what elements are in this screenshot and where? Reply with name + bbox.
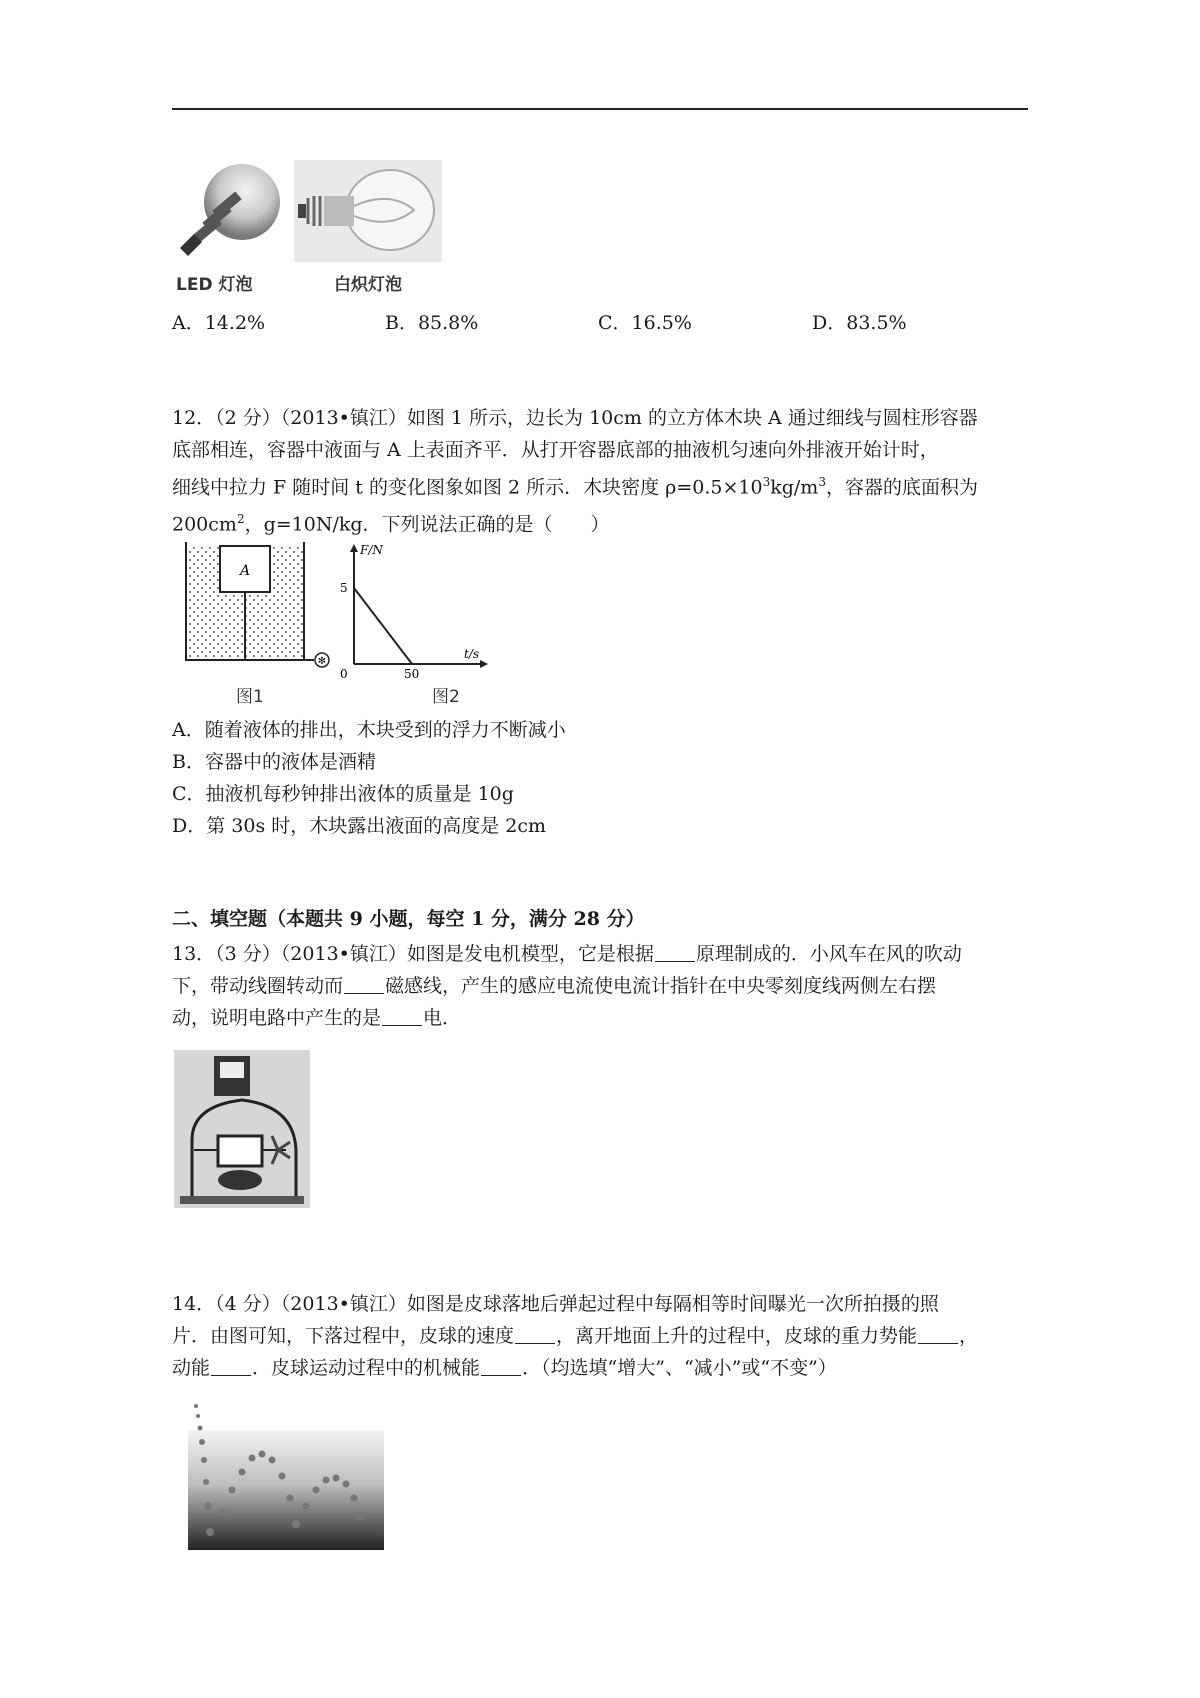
incandescent-bulb-icon (294, 160, 442, 262)
q12-options (172, 714, 566, 842)
blank (655, 943, 695, 962)
x-tick: 50 (404, 667, 420, 680)
q12-line-3: 细线中拉力 F 随时间 t 的变化图象如图 2 所示．木块密度 $\rho=0.5\times 10^3kg/m^3$，容器的底面积为 (172, 475, 978, 499)
f-t-graph (338, 542, 488, 680)
blank (481, 1357, 521, 1376)
q11-options (172, 308, 1028, 336)
q12-line-2: 底部相连，容器中液面与 A 上表面齐平．从打开容器底部的抽液机匀速向外排液开始计时， (172, 439, 939, 461)
svg-text:A: A (239, 563, 251, 579)
blank (211, 1357, 251, 1376)
bouncing-ball-photo (188, 1402, 384, 1550)
option-c: C．16.5% (598, 312, 692, 334)
incandescent-bulb-caption: 白炽灯泡 (334, 275, 402, 295)
led-bulb-caption: LED 灯泡 (176, 275, 253, 295)
q12-option-d: D．第 30s 时，木块露出液面的高度是 2cm (172, 815, 547, 837)
blank (918, 1325, 958, 1344)
led-bulb-image (172, 160, 284, 262)
q12-option-b: B．容器中的液体是酒精 (172, 751, 376, 773)
q12-line-1: 12．（2 分）（2013•镇江）如图 1 所示，边长为 10cm 的立方体木块 A 通过细线与圆柱形容器 (172, 407, 978, 429)
figure-2-caption: 图2 (432, 687, 460, 707)
question-14-stem: 14．（4 分）（2013•镇江）如图是皮球落地后弹起过程中每隔相等时间曝光一次所拍摄的照 片．由图可知，下落过程中，皮球的速度 ，离开地面上升的过程中，皮球的重力势能 ， 动能 ．皮球运动过程中的机械能 ．（均选填“增大”、“减小”或“不变”） (172, 1293, 979, 1379)
option-d: D．83.5% (812, 312, 907, 334)
option-a: A．14.2% (172, 312, 266, 334)
question-12-stem (172, 402, 1042, 541)
blank (382, 1007, 422, 1026)
option-b: B．85.8% (385, 312, 479, 334)
bouncing-ball-icon (188, 1402, 384, 1550)
y-tick: 5 (340, 581, 348, 595)
blank (515, 1325, 555, 1344)
generator-icon (174, 1050, 310, 1208)
figure-1-container (172, 542, 332, 680)
question-13-stem: 13．（3 分）（2013•镇江）如图是发电机模型，它是根据 原理制成的．小风车在风的吹动 下，带动线圈转动而 磁感线，产生的感应电流使电流计指针在中央零刻度线两侧左右摆 动，说明电路中产生的是 电． (172, 943, 962, 1029)
incandescent-bulb-image (294, 160, 442, 262)
svg-text:✻: ✻ (317, 656, 327, 667)
blank (344, 975, 384, 994)
header-rule (172, 108, 1028, 110)
led-bulb-icon (172, 160, 284, 262)
q12-option-c: C．抽液机每秒钟排出液体的质量是 10g (172, 783, 514, 805)
figure-2-graph (338, 542, 488, 680)
origin-label: 0 (340, 667, 348, 680)
figure-1-caption: 图1 (236, 687, 264, 707)
x-axis-label: t/s (464, 647, 480, 661)
q12-line-4: $200cm^2$，g=10N/kg．下列说法正确的是（ ） (172, 512, 610, 536)
q12-option-a: A．随着液体的排出，木块受到的浮力不断减小 (172, 719, 566, 741)
f-t-line (354, 588, 412, 664)
section-title: 二、填空题（本题共 9 小题，每空 1 分，满分 28 分） (172, 908, 645, 930)
generator-model-image (174, 1050, 310, 1208)
y-axis-label: F/N (360, 543, 383, 557)
